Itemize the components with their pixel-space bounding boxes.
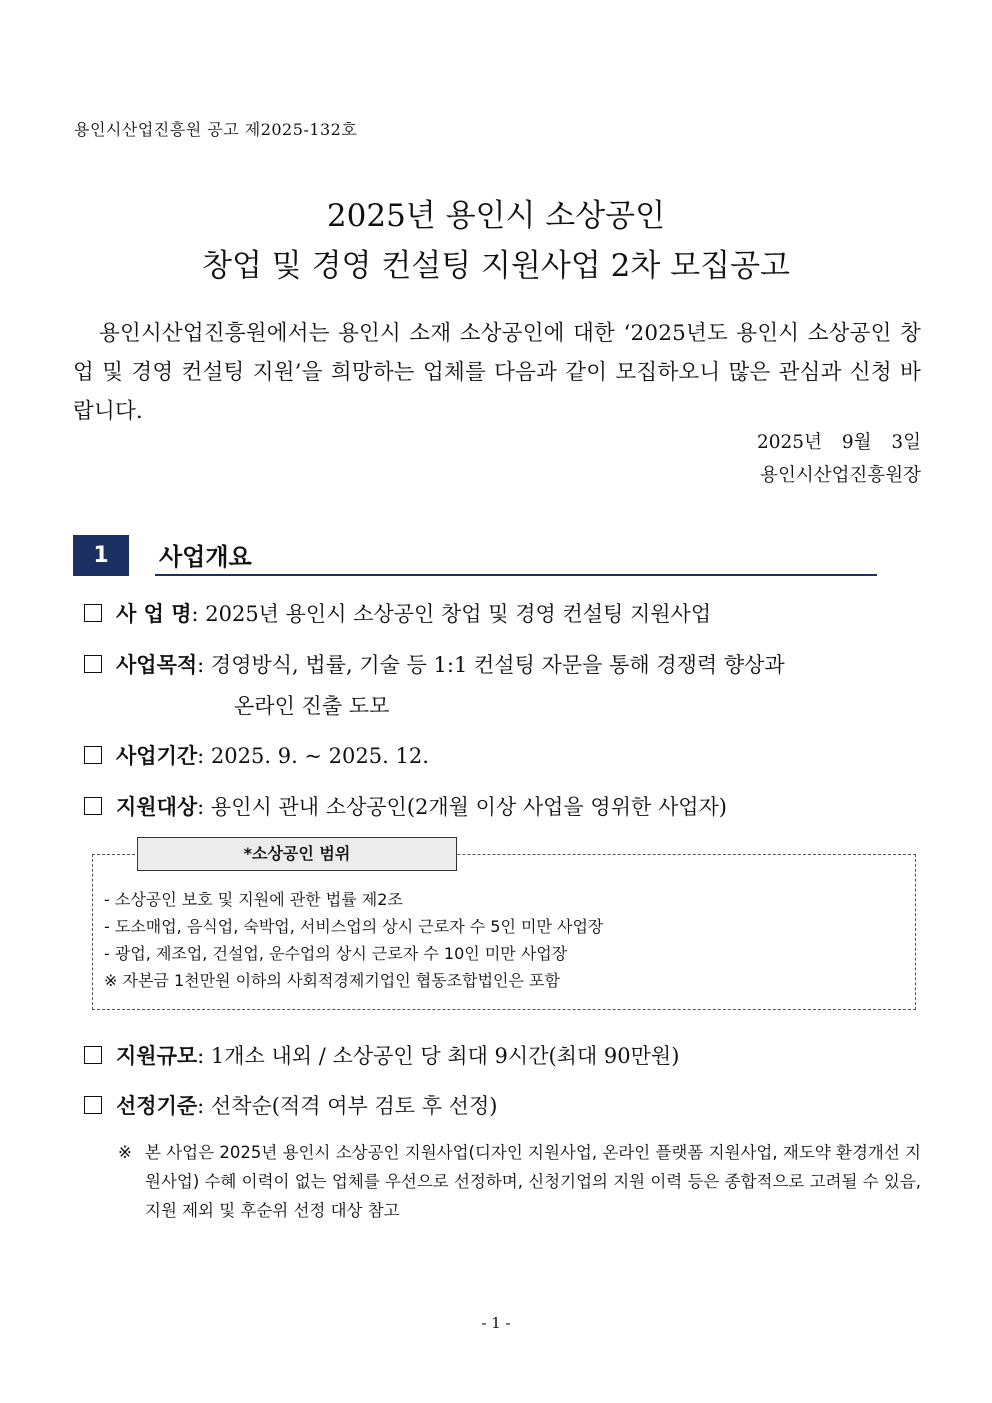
checkbox-square-icon (84, 746, 102, 764)
selection-note (118, 1138, 921, 1225)
item-business-name: 사 업 명: 2025년 용인시 소상공인 창업 및 경영 컨설팅 지원사업 (84, 598, 711, 628)
scope-line: - 광업, 제조업, 건설업, 운수업의 상시 근로자 수 10인 미만 사업장 (104, 944, 568, 963)
item-label: 지원대상 (116, 794, 198, 819)
item-value: 용인시 관내 소상공인(2개월 이상 사업을 영위한 사업자) (204, 795, 727, 819)
item-business-period: 사업기간: 2025. 9. ~ 2025. 12. (84, 740, 429, 770)
checkbox-square-icon (84, 1046, 102, 1064)
item-value: 선착순(적격 여부 검토 후 선정) (204, 1094, 498, 1118)
intro-paragraph: 용인시산업진흥원에서는 용인시 소재 소상공인에 대한 ‘2025년도 용인시 소상공인 창업 및 경영 컨설팅 지원’을 희망하는 업체를 다음과 같이 모집하오니 많은 관심과 신청 바랍니다. (73, 321, 921, 424)
issue-date: 2025년 9월 3일 (757, 432, 921, 453)
page-number: - 1 - (481, 1314, 511, 1332)
item-value: 2025년 용인시 소상공인 창업 및 경영 컨설팅 지원사업 (198, 602, 712, 626)
item-support-target: 지원대상: 용인시 관내 소상공인(2개월 이상 사업을 영위한 사업자) (84, 791, 727, 821)
scope-box-label: *소상공인 범위 (137, 837, 457, 871)
reference-mark-icon: ※ (118, 1143, 132, 1162)
checkbox-square-icon (84, 797, 102, 815)
item-label: 사업기간 (116, 743, 198, 768)
item-business-purpose: 사업목적: 경영방식, 법률, 기술 등 1:1 컨설팅 자문을 통해 경쟁력 향상과 (84, 649, 785, 679)
item-value: 1개소 내외 / 소상공인 당 최대 9시간(최대 90만원) (204, 1044, 680, 1068)
item-value: 2025. 9. ~ 2025. 12. (204, 744, 429, 768)
item-selection-criteria: 선정기준: 선착순(적격 여부 검토 후 선정) (84, 1090, 497, 1120)
scope-line: - 소상공인 보호 및 지원에 관한 법률 제2조 (104, 890, 403, 909)
item-value-continued: 온라인 진출 도모 (234, 694, 390, 718)
item-support-scale: 지원규모: 1개소 내외 / 소상공인 당 최대 9시간(최대 90만원) (84, 1040, 679, 1070)
section-title: 사업개요 (159, 543, 252, 571)
section-number-badge: 1 (73, 535, 129, 576)
notice-number: 용인시산업진흥원 공고 제2025-132호 (74, 120, 358, 139)
issuer: 용인시산업진흥원장 (760, 465, 921, 486)
item-label: 사업목적 (116, 652, 198, 677)
checkbox-square-icon (84, 1096, 102, 1114)
item-label: 지원규모 (116, 1043, 198, 1068)
checkbox-square-icon (84, 655, 102, 673)
section-underline (155, 574, 877, 576)
item-label: 사 업 명 (116, 601, 192, 626)
scope-line: ※ 자본금 1천만원 이하의 사회적경제기업인 협동조합법인은 포함 (104, 971, 560, 990)
document-title-line2: 창업 및 경영 컨설팅 지원사업 2차 모집공고 (202, 248, 790, 284)
item-value: 경영방식, 법률, 기술 등 1:1 컨설팅 자문을 통해 경쟁력 향상과 (204, 653, 785, 677)
document-title-line1: 2025년 용인시 소상공인 (326, 198, 666, 234)
item-label: 선정기준 (116, 1093, 198, 1118)
checkbox-square-icon (84, 604, 102, 622)
scope-line: - 도소매업, 음식업, 숙박업, 서비스업의 상시 근로자 수 5인 미만 사업장 (104, 917, 604, 936)
note-text: 본 사업은 2025년 용인시 소상공인 지원사업(디자인 지원사업, 온라인 플랫폼 지원사업, 재도약 환경개선 지원사업) 수혜 이력이 없는 업체를 우선으로 선정하며, 신청기업의 지원 이력 등은 종합적으로 고려될 수 있음, 지원 제외 및 후순위 선정 대상 참고 (145, 1143, 921, 1220)
